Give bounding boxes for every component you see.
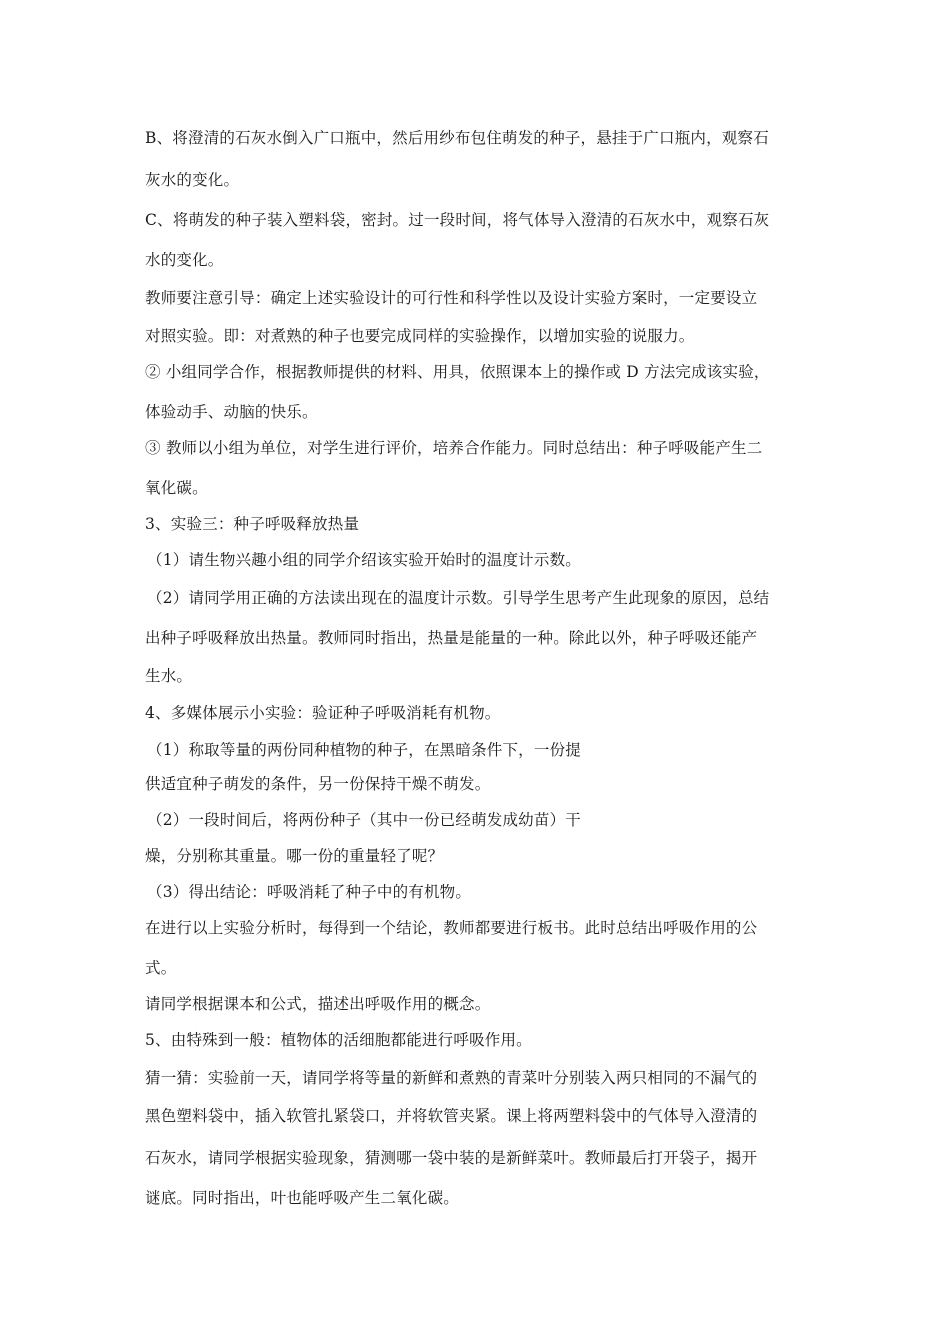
text-line: 谜底。同时指出，叶也能呼吸产生二氧化碳。: [145, 1189, 460, 1207]
text-line: 供适宜种子萌发的条件，另一份保持干燥不萌发。: [145, 775, 491, 793]
text-line: 氧化碳。: [145, 479, 208, 497]
text-line: 式。: [145, 959, 177, 977]
text-line: 猜一猜：实验前一天，请同学将等量的新鲜和煮熟的青菜叶分别装入两只相同的不漏气的: [145, 1069, 758, 1087]
text-line: B、将澄清的石灰水倒入广口瓶中，然后用纱布包住萌发的种子，悬挂于广口瓶内，观察石: [145, 129, 769, 147]
text-line: 燥，分别称其重量。哪一份的重量轻了呢？: [145, 847, 444, 865]
text-line: 教师要注意引导：确定上述实验设计的可行性和科学性以及设计实验方案时，一定要设立: [145, 289, 758, 307]
text-line: （1）请生物兴趣小组的同学介绍该实验开始时的温度计示数。: [147, 551, 581, 569]
text-line: （2）请同学用正确的方法读出现在的温度计示数。引导学生思考产生此现象的原因，总结: [147, 589, 770, 607]
text-line: 4、多媒体展示小实验：验证种子呼吸消耗有机物。: [145, 704, 501, 722]
text-line: 生水。: [145, 667, 193, 685]
text-line: 5、由特殊到一般：植物体的活细胞都能进行呼吸作用。: [145, 1031, 532, 1049]
text-line: 石灰水，请同学根据实验现象，猜测哪一袋中装的是新鲜菜叶。教师最后打开袋子，揭开: [145, 1149, 758, 1167]
text-line: 黑色塑料袋中，插入软管扎紧袋口，并将软管夹紧。课上将两塑料袋中的气体导入澄清的: [145, 1107, 758, 1125]
text-line: 水的变化。: [145, 251, 224, 269]
text-line: 体验动手、动脑的快乐。: [145, 403, 318, 421]
text-line: 出种子呼吸释放出热量。教师同时指出，热量是能量的一种。除此以外，种子呼吸还能产: [145, 629, 758, 647]
text-line: （1）称取等量的两份同种植物的种子，在黑暗条件下，一份提: [147, 741, 581, 759]
text-line: （2）一段时间后，将两份种子（其中一份已经萌发成幼苗）干: [147, 811, 581, 829]
text-line: ② 小组同学合作，根据教师提供的材料、用具，依照课本上的操作或 D 方法完成该实验，: [145, 363, 770, 381]
text-line: 对照实验。即：对煮熟的种子也要完成同样的实验操作，以增加实验的说服力。: [145, 327, 695, 345]
text-line: 请同学根据课本和公式，描述出呼吸作用的概念。: [145, 995, 491, 1013]
text-line: 灰水的变化。: [145, 171, 240, 189]
text-line: （3）得出结论：呼吸消耗了种子中的有机物。: [147, 883, 472, 901]
text-line: C、将萌发的种子装入塑料袋，密封。过一段时间，将气体导入澄清的石灰水中，观察石灰: [145, 211, 770, 229]
text-line: 3、实验三：种子呼吸释放热量: [145, 515, 360, 533]
text-line: ③ 教师以小组为单位，对学生进行评价，培养合作能力。同时总结出：种子呼吸能产生二: [145, 439, 763, 457]
text-line: 在进行以上实验分析时，每得到一个结论，教师都要进行板书。此时总结出呼吸作用的公: [145, 919, 758, 937]
